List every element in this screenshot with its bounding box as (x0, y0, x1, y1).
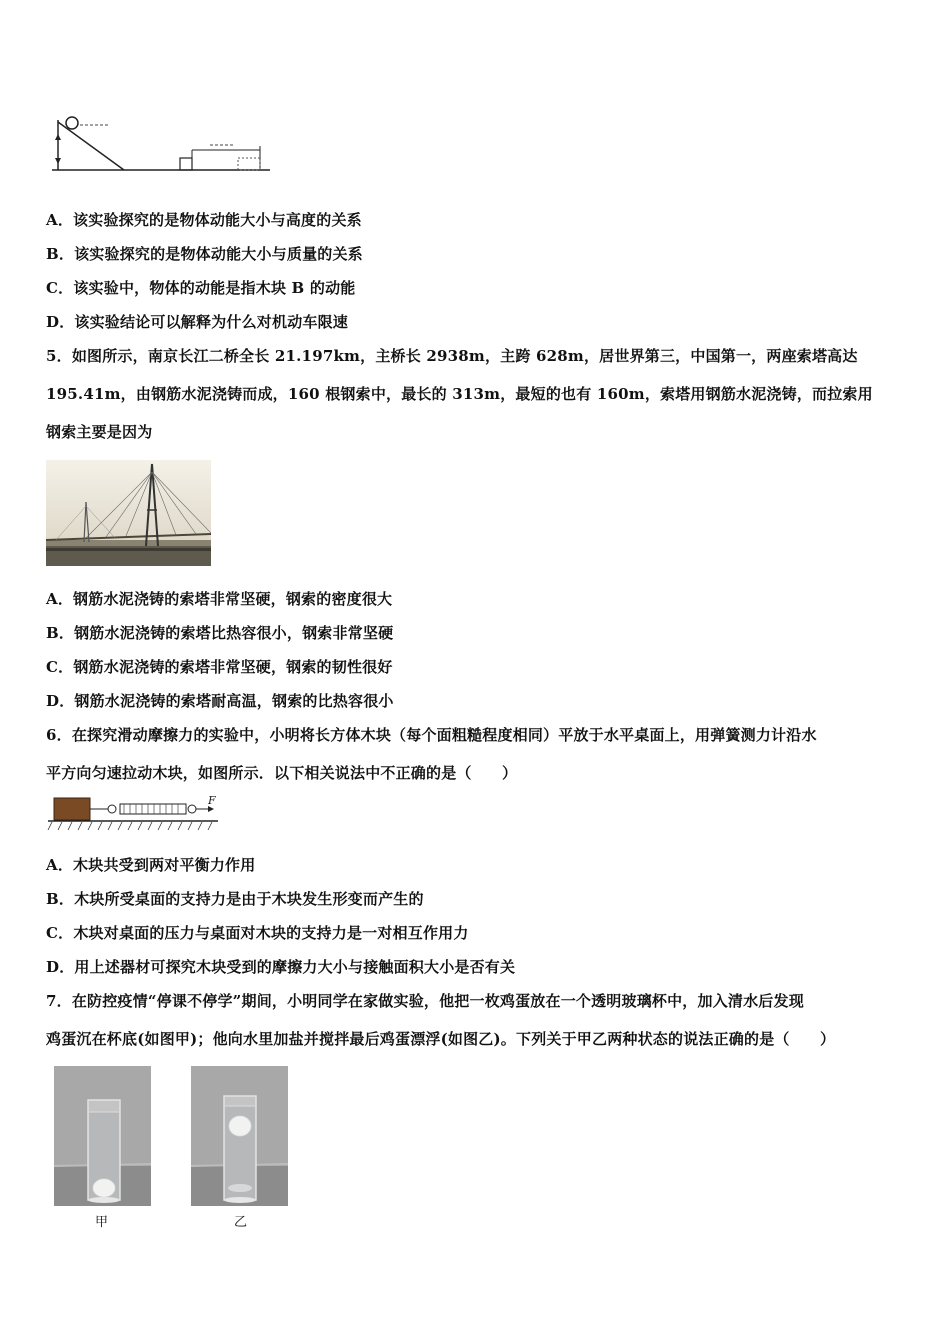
caption-jia: 甲 (95, 1215, 109, 1230)
q6-stem-line-1: 6．在探究滑动摩擦力的实验中，小明将长方体木块（每个面粗糙程度相同）平放于水平桌面上，用弹簧测力计沿水 (46, 726, 817, 744)
q4-option-a: A．该实验探究的是物体动能大小与高度的关系 (46, 211, 362, 229)
block-spring-scale-diagram (46, 794, 221, 832)
q6-option-d: D．用上述器材可探究木块受到的摩擦力大小与接触面积大小是否有关 (46, 958, 516, 976)
q6-option-b: B．木块所受桌面的支持力是由于木块发生形变而产生的 (46, 890, 424, 908)
q5-stem-line-3: 钢索主要是因为 (46, 423, 153, 441)
q5-option-a: A．钢筋水泥浇铸的索塔非常坚硬，钢索的密度很大 (46, 590, 393, 608)
q4-option-c: C．该实验中，物体的动能是指木块 B 的动能 (46, 279, 356, 297)
q4-option-d: D．该实验结论可以解释为什么对机动车限速 (46, 313, 349, 331)
force-label: F (208, 794, 216, 807)
q5-option-c: C．钢筋水泥浇铸的索塔非常坚硬，钢索的韧性很好 (46, 658, 393, 676)
q6-option-c: C．木块对桌面的压力与桌面对木块的支持力是一对相互作用力 (46, 924, 469, 942)
egg-in-glass-photo (191, 1066, 288, 1206)
q5-stem-line-2: 195.41m，由钢筋水泥浇铸而成，160 根钢索中，最长的 313m，最短的也有 160m，索塔用钢筋水泥浇铸，而拉索用 (46, 385, 873, 403)
caption-yi: 乙 (234, 1215, 248, 1230)
q5-option-b: B．钢筋水泥浇铸的索塔比热容很小，钢索非常坚硬 (46, 624, 394, 642)
q4-option-b: B．该实验探究的是物体动能大小与质量的关系 (46, 245, 363, 263)
q6-option-a: A．木块共受到两对平衡力作用 (46, 856, 256, 874)
q5-stem-line-1: 5．如图所示，南京长江二桥全长 21.197km，主桥长 2938m，主跨 628m，居世界第三，中国第一，两座索塔高达 (46, 347, 858, 365)
q5-option-d: D．钢筋水泥浇铸的索塔耐高温，钢索的比热容很小 (46, 692, 394, 710)
cable-stayed-bridge-photo (46, 460, 211, 566)
q7-stem-line-2: 鸡蛋沉在杯底(如图甲)；他向水里加盐并搅拌最后鸡蛋漂浮(如图乙)。下列关于甲乙两种状态的说法正确的是（ ） (46, 1030, 836, 1048)
q7-stem-line-1: 7．在防控疫情“停课不停学”期间，小明同学在家做实验，他把一枚鸡蛋放在一个透明玻璃杯中，加入清水后发现 (46, 992, 804, 1010)
egg-in-glass-photo (54, 1066, 151, 1206)
ramp-ball-block-diagram (50, 112, 275, 174)
q6-stem-line-2: 平方向匀速拉动木块，如图所示．以下相关说法中不正确的是（ ） (46, 764, 518, 782)
